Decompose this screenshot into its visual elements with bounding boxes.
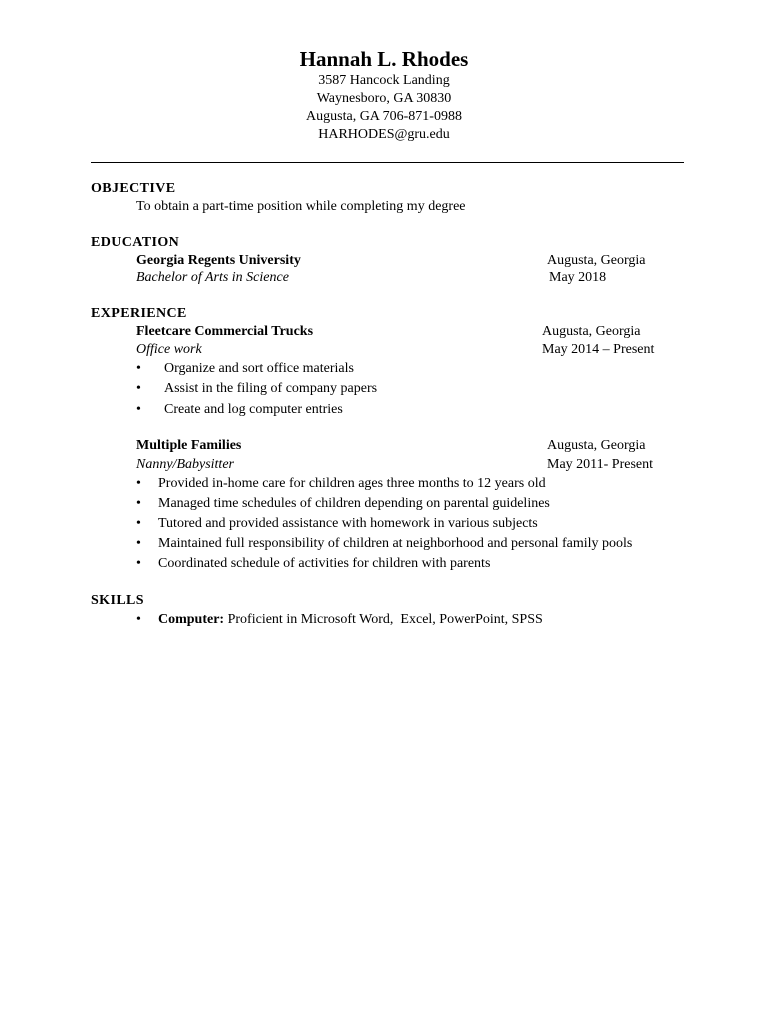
experience-heading: EXPERIENCE (91, 306, 187, 321)
list-item-text: Organize and sort office materials (164, 361, 354, 376)
job-location: Augusta, Georgia (547, 438, 646, 453)
list-item (136, 495, 550, 513)
list-item (136, 360, 354, 378)
resume-header (0, 46, 768, 144)
bullet-icon: • (136, 612, 141, 627)
list-item (136, 380, 377, 398)
list-item-text: Coordinated schedule of activities for children with parents (158, 556, 491, 571)
skill-entry (158, 612, 543, 627)
graduation-date: May 2018 (549, 270, 607, 285)
header-divider (91, 162, 684, 163)
list-item-text: Create and log computer entries (164, 402, 343, 417)
person-name: Hannah L. Rhodes (299, 47, 469, 71)
job-employer: Multiple Families (136, 438, 242, 453)
education-heading: EDUCATION (91, 235, 180, 250)
skill-text: Proficient in Microsoft Word, Excel, PowerPoint, SPSS (224, 612, 543, 627)
job-dates: May 2011- Present (547, 457, 654, 472)
bullet-icon: • (136, 516, 141, 531)
job-dates: May 2014 – Present (542, 342, 655, 357)
list-item-text: Assist in the filing of company papers (164, 381, 378, 396)
list-item (136, 535, 632, 553)
degree: Bachelor of Arts in Science (136, 270, 289, 285)
school-location: Augusta, Georgia (547, 253, 646, 268)
list-item (136, 611, 543, 629)
bullet-icon: • (136, 496, 141, 511)
list-item-text: Tutored and provided assistance with homework in various subjects (158, 516, 538, 531)
list-item-text: Provided in-home care for children ages three months to 12 years old (158, 476, 546, 491)
email: HARHODES@gru.edu (318, 127, 450, 142)
job-role: Office work (136, 342, 202, 357)
list-item (136, 515, 538, 533)
objective-heading: OBJECTIVE (91, 181, 176, 196)
list-item-text: Maintained full responsibility of children at neighborhood and personal family pools (158, 536, 633, 551)
school-name: Georgia Regents University (136, 253, 301, 268)
bullet-icon: • (136, 476, 141, 491)
list-item (136, 475, 546, 493)
bullet-icon: • (136, 361, 141, 376)
bullet-icon: • (136, 381, 141, 396)
job-employer: Fleetcare Commercial Trucks (136, 324, 314, 339)
address-line-1: 3587 Hancock Landing (318, 73, 450, 88)
address-line-2: Waynesboro, GA 30830 (316, 91, 452, 106)
list-item (136, 555, 490, 573)
list-item (136, 401, 343, 419)
job-location: Augusta, Georgia (542, 324, 641, 339)
job-role: Nanny/Babysitter (136, 457, 234, 472)
bullet-icon: • (136, 536, 141, 551)
list-item-text: Managed time schedules of children depending on parental guidelines (158, 496, 550, 511)
phone-line: Augusta, GA 706-871-0988 (306, 109, 462, 124)
bullet-icon: • (136, 556, 141, 571)
objective-text: To obtain a part-time position while completing my degree (136, 199, 466, 214)
skills-heading: SKILLS (91, 593, 144, 608)
skill-label: Computer: (158, 612, 225, 627)
bullet-icon: • (136, 402, 141, 417)
